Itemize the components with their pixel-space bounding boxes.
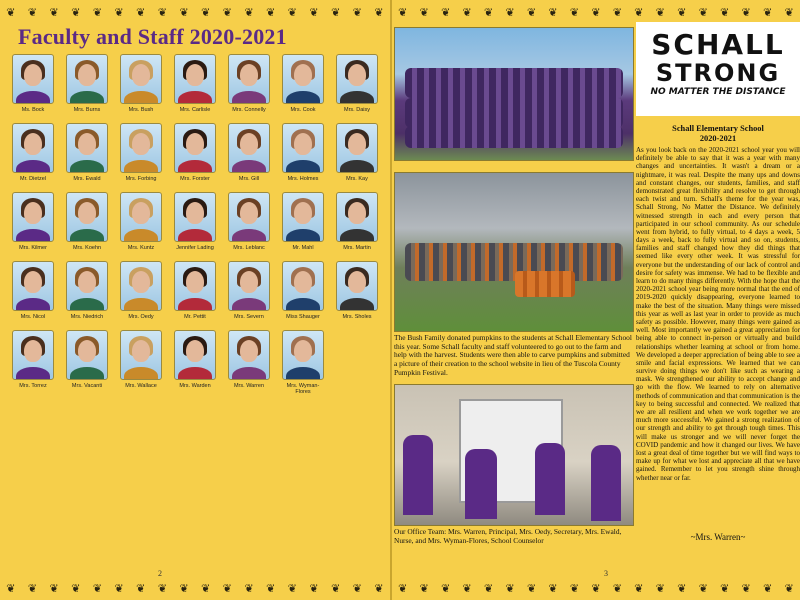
paw-print-icon: ❦ <box>331 581 341 595</box>
staff-photo <box>174 54 216 104</box>
paw-print-icon: ❦ <box>287 5 297 19</box>
staff-card <box>280 123 326 182</box>
paw-print-icon: ❦ <box>612 581 623 595</box>
staff-name: Ms. Bock <box>21 107 45 113</box>
paw-print-icon: ❦ <box>526 5 537 19</box>
paw-print-icon: ❦ <box>27 581 38 595</box>
staff-card <box>172 54 218 113</box>
staff-name: Mrs. Sholes <box>342 314 372 321</box>
paw-print-icon: ❦ <box>441 5 451 19</box>
staff-photo <box>120 54 162 104</box>
paw-print-icon: ❦ <box>548 581 558 595</box>
staff-card <box>64 261 110 320</box>
staff-photo <box>336 54 378 104</box>
paw-print-icon: ❦ <box>677 581 687 595</box>
paw-print-icon: ❦ <box>763 5 773 19</box>
staff-photo <box>228 261 270 311</box>
paw-print-icon: ❦ <box>441 581 451 595</box>
paw-print-icon: ❦ <box>591 5 601 19</box>
staff-photo <box>66 261 108 311</box>
right-page <box>392 0 800 600</box>
paw-print-icon: ❦ <box>462 581 472 595</box>
staff-photo <box>174 192 216 242</box>
school-group-photo <box>394 27 634 161</box>
staff-card <box>172 123 218 182</box>
staff-photo <box>336 261 378 311</box>
paw-print-icon: ❦ <box>201 581 211 595</box>
staff-name: Mrs. Connelly <box>232 107 266 113</box>
paw-print-icon: ❦ <box>462 5 472 19</box>
staff-card <box>64 192 110 251</box>
paw-print-icon: ❦ <box>331 5 341 19</box>
paw-print-icon: ❦ <box>398 5 408 19</box>
staff-name: Mr. Mahl <box>292 245 314 252</box>
staff-row <box>10 330 380 395</box>
paw-print-icon: ❦ <box>352 5 362 19</box>
paw-print-icon: ❦ <box>698 5 708 19</box>
staff-photo <box>66 330 108 380</box>
staff-name: Mr. Pettit <box>184 314 206 321</box>
staff-name: Mrs. Wallace <box>125 383 157 390</box>
staff-card <box>226 261 272 320</box>
staff-photo <box>174 261 216 311</box>
staff-name: Mrs. Niedrich <box>70 314 104 321</box>
paw-print-icon: ❦ <box>720 5 730 19</box>
article-title <box>636 124 800 143</box>
paw-print-icon: ❦ <box>6 581 16 595</box>
paw-print-icon: ❦ <box>505 581 515 595</box>
staff-name: Mrs. Bush <box>128 107 154 113</box>
paw-print-icon: ❦ <box>612 5 623 19</box>
staff-card <box>118 54 164 113</box>
paw-print-icon: ❦ <box>179 581 189 595</box>
staff-card <box>172 261 218 320</box>
paw-print-icon: ❦ <box>784 581 794 595</box>
paw-print-icon: ❦ <box>784 5 794 19</box>
staff-card <box>226 54 272 113</box>
staff-photo <box>66 123 108 173</box>
staff-name: Mrs. Cook <box>290 107 316 113</box>
staff-card <box>172 192 218 251</box>
staff-name: Miss Shauger <box>286 314 320 321</box>
staff-name: Mrs. Nicol <box>20 314 46 321</box>
staff-name: Mrs. Forster <box>180 176 210 183</box>
staff-name: Mrs. Warden <box>179 383 211 390</box>
staff-photo <box>12 192 54 242</box>
paw-print-icon: ❦ <box>398 581 408 595</box>
staff-name: Mrs. Carlisle <box>179 107 211 113</box>
paw-print-icon: ❦ <box>591 581 601 595</box>
staff-card <box>226 192 272 251</box>
paw-print-icon: ❦ <box>569 5 580 19</box>
staff-photo <box>12 123 54 173</box>
paw-print-icon: ❦ <box>720 581 730 595</box>
staff-name: Mrs. Ewald <box>73 176 101 183</box>
signature: ~Mrs. Warren~ <box>690 532 746 542</box>
staff-grid <box>10 54 380 405</box>
staff-photo <box>228 330 270 380</box>
paw-print-icon: ❦ <box>71 581 81 595</box>
paw-print-icon: ❦ <box>287 581 297 595</box>
paw-print-icon: ❦ <box>763 581 773 595</box>
paw-print-icon: ❦ <box>548 5 558 19</box>
office-team-photo <box>394 384 634 526</box>
staff-name: Mrs. Warren <box>233 383 265 390</box>
staff-name: Mrs. Martin <box>343 245 371 252</box>
paw-print-icon: ❦ <box>655 5 665 19</box>
staff-card <box>334 123 380 182</box>
paw-print-icon: ❦ <box>157 5 168 19</box>
staff-photo <box>228 123 270 173</box>
paw-print-icon: ❦ <box>505 5 515 19</box>
staff-photo <box>336 123 378 173</box>
paw-print-icon: ❦ <box>419 581 429 595</box>
paw-print-icon: ❦ <box>244 5 254 19</box>
staff-name: Mrs. Oedy <box>128 314 154 321</box>
pumpkin-caption: The Bush Family donated pumpkins to the students at Schall Elementary School this year. Some Schall faculty and staff volunteered to go out to the farm and help with the harvest. Students were then able to carve pumpkins and submitted a picture of their creation to the school website in lieu of the Tuscola County Pumpkin Festival. <box>394 333 632 377</box>
staff-card <box>118 330 164 395</box>
staff-name: Jennifer Lading <box>176 245 214 252</box>
paw-print-icon: ❦ <box>634 581 644 595</box>
staff-photo <box>282 54 324 104</box>
paw-print-icon: ❦ <box>27 5 38 19</box>
paw-print-icon: ❦ <box>49 581 59 595</box>
staff-name: Mrs. Kilmer <box>19 245 47 252</box>
paw-print-icon: ❦ <box>309 5 319 19</box>
staff-card <box>10 123 56 182</box>
logo-line2: STRONG <box>655 59 781 87</box>
staff-photo <box>282 192 324 242</box>
page-number-left: 2 <box>158 569 162 578</box>
staff-card <box>280 192 326 251</box>
paw-print-icon: ❦ <box>484 581 494 595</box>
office-team-caption: Our Office Team: Mrs. Warren, Principal, Mrs. Oedy, Secretary, Mrs. Ewald, Nurse, and Mrs. Wyman-Flores, School Counselor <box>394 527 622 545</box>
paw-print-icon: ❦ <box>374 581 384 595</box>
staff-card <box>64 330 110 395</box>
paw-print-icon: ❦ <box>157 581 168 595</box>
paw-print-icon: ❦ <box>374 5 384 19</box>
paw-print-icon: ❦ <box>49 5 59 19</box>
paw-print-icon: ❦ <box>114 5 124 19</box>
article-title-line2: 2020-2021 <box>699 133 737 143</box>
paw-print-icon: ❦ <box>114 581 124 595</box>
staff-card <box>280 330 326 395</box>
paw-print-icon: ❦ <box>201 5 211 19</box>
paw-border-top <box>392 4 800 20</box>
staff-name: Mrs. Gill <box>238 176 260 183</box>
staff-card <box>334 54 380 113</box>
paw-border-bottom <box>0 580 390 596</box>
staff-name: Mrs. Kay <box>346 176 368 183</box>
staff-card <box>10 192 56 251</box>
staff-card <box>10 261 56 320</box>
paw-print-icon: ❦ <box>266 581 276 595</box>
staff-row <box>10 123 380 182</box>
paw-print-icon: ❦ <box>741 581 751 595</box>
staff-photo <box>174 330 216 380</box>
paw-print-icon: ❦ <box>484 5 494 19</box>
paw-print-icon: ❦ <box>179 5 189 19</box>
staff-card <box>334 261 380 320</box>
staff-card <box>118 261 164 320</box>
paw-print-icon: ❦ <box>136 581 146 595</box>
staff-name: Mr. Dietzel <box>20 176 46 183</box>
paw-print-icon: ❦ <box>266 5 276 19</box>
principal-letter: As you look back on the 2020-2021 school year you will definitely be able to say that it was a year with many changes and uncertainties. It wasn't a dream or a nightmare, it was real. Despite the many ups and downs and constant changes, our students, families, and staff demonstrated great flexibility and resolve to get through each twist and turn. Schall's theme for the year was, Schall Strong, No Matter the Distance. We definitely witnessed strength in each and every person that participated in our school community. As our schedule went from hybrid, to fully virtual, to 4 days a week, 5 days a week, back to fully virtual and so on, students, families and staff changed how they did things that seemed like every other week. It was stressful for everyone but the understanding of our lack of control and desire for safety was immense. We had to be flexible and learn to do many things differently. With the hope that the 2020-2021 school year being more normal that the end of 2019-2020 quickly disappearing, everyone learned to make the best of the situation. Many things were missed this year as well as last year in order to provide as much safety as possible. However, many things were gained as well. Most importantly we gained a great appreciation for being able to connect in-person or virtually and build relationships whether learning at school or from home. We developed a deeper appreciation of being able to see a smile and facial expressions. We learned that we can survive doing things we don't like such as wearing a mask. We strengthened our ability to accept change and go with the flow. We learned to rely on alternative methods of communication and that communication is the key to being successful and connected. We realized that we are all resilient and when we work together we are much more successful. We gained a strong realization of our strength and ability to get through tough times. This will make us stronger and we will never forget the COVID pandemic and how it changed our lives. We have lost a great deal of time together but we will find ways to make up for what we lost and appreciate all that we have gained. Remember to let you strength shine through whether near or far. <box>636 146 800 482</box>
page-title: Faculty and Staff 2020-2021 <box>18 24 287 49</box>
staff-photo <box>228 54 270 104</box>
paw-print-icon: ❦ <box>634 5 644 19</box>
staff-name: Mrs. Severn <box>234 314 264 321</box>
staff-name: Mrs. Vacanti <box>71 383 103 390</box>
paw-print-icon: ❦ <box>526 581 537 595</box>
staff-card <box>226 123 272 182</box>
paw-print-icon: ❦ <box>677 5 687 19</box>
staff-name: Mrs. Wyman-Flores <box>286 383 320 396</box>
staff-name: Mrs. Forbing <box>125 176 157 183</box>
staff-card <box>172 330 218 395</box>
staff-photo <box>66 54 108 104</box>
page-number-right: 3 <box>604 569 608 578</box>
paw-print-icon: ❦ <box>309 581 319 595</box>
paw-print-icon: ❦ <box>222 5 232 19</box>
paw-print-icon: ❦ <box>741 5 751 19</box>
staff-row <box>10 261 380 320</box>
staff-photo <box>282 123 324 173</box>
paw-print-icon: ❦ <box>71 5 81 19</box>
logo-tagline: NO MATTER THE DISTANCE <box>650 87 786 97</box>
staff-name: Mrs. Kuntz <box>127 245 155 252</box>
staff-photo <box>120 261 162 311</box>
staff-photo <box>12 330 54 380</box>
paw-print-icon: ❦ <box>698 581 708 595</box>
staff-photo <box>228 192 270 242</box>
staff-photo <box>336 192 378 242</box>
paw-print-icon: ❦ <box>244 581 254 595</box>
paw-print-icon: ❦ <box>222 581 232 595</box>
left-page <box>0 0 390 600</box>
staff-name: Mrs. Holmes <box>287 176 319 183</box>
paw-print-icon: ❦ <box>6 5 16 19</box>
staff-card <box>118 123 164 182</box>
staff-photo <box>66 192 108 242</box>
staff-photo <box>12 54 54 104</box>
paw-print-icon: ❦ <box>92 581 103 595</box>
staff-photo <box>120 192 162 242</box>
paw-print-icon: ❦ <box>92 5 103 19</box>
logo-line1: SCHALL <box>651 28 785 61</box>
paw-print-icon: ❦ <box>655 581 665 595</box>
staff-photo <box>174 123 216 173</box>
staff-photo <box>120 330 162 380</box>
paw-print-icon: ❦ <box>569 581 580 595</box>
paw-print-icon: ❦ <box>352 581 362 595</box>
staff-card <box>64 54 110 113</box>
schall-strong-logo <box>636 22 800 116</box>
paw-print-icon: ❦ <box>419 5 429 19</box>
paw-print-icon: ❦ <box>136 5 146 19</box>
staff-photo <box>120 123 162 173</box>
staff-name: Mrs. Torrez <box>19 383 47 390</box>
staff-name: Mrs. Koehn <box>72 245 102 252</box>
article-title-line1: Schall Elementary School <box>672 124 764 133</box>
pumpkin-harvest-photo <box>394 172 634 332</box>
staff-card <box>10 330 56 395</box>
paw-border-bottom <box>392 580 800 596</box>
staff-photo <box>282 261 324 311</box>
staff-card <box>64 123 110 182</box>
staff-row <box>10 54 380 113</box>
staff-card <box>118 192 164 251</box>
staff-name: Mrs. Leblanc <box>233 245 265 252</box>
staff-card <box>10 54 56 113</box>
staff-card <box>280 54 326 113</box>
staff-photo <box>12 261 54 311</box>
paw-border-top <box>0 4 390 20</box>
staff-card <box>334 192 380 251</box>
staff-card <box>280 261 326 320</box>
staff-row <box>10 192 380 251</box>
staff-name: Mrs. Burns <box>73 107 101 113</box>
staff-name: Mrs. Daisy <box>344 107 370 113</box>
staff-card <box>226 330 272 395</box>
staff-photo <box>282 330 324 380</box>
